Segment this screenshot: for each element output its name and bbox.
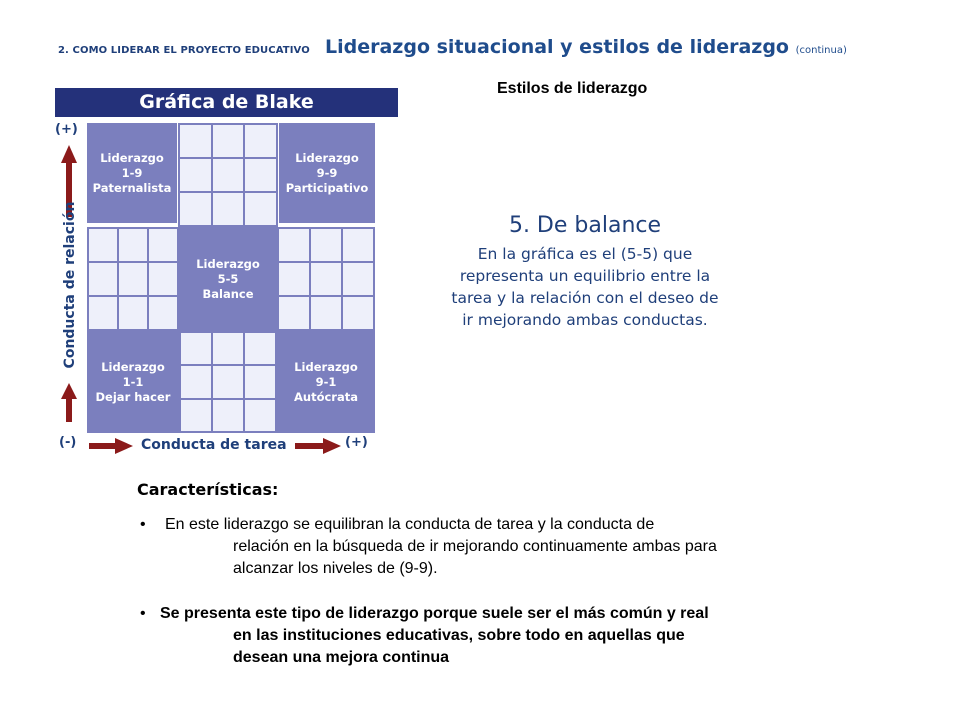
quadrant-line: 1-9	[121, 165, 143, 180]
quadrant-line: Liderazgo	[295, 150, 359, 165]
y-arrow-bottom	[61, 383, 77, 422]
bullet-icon: •	[140, 516, 146, 533]
quadrant-line: Participativo	[285, 180, 369, 195]
page-title	[325, 36, 847, 58]
quadrant-line: 9-9	[316, 165, 338, 180]
balance-line: tarea y la relación con el deseo de	[451, 289, 719, 307]
quadrant-line: 5-5	[217, 271, 239, 286]
balance-description	[405, 243, 765, 331]
blake-chart	[55, 117, 398, 462]
balance-line: En la gráfica es el (5-5) que	[477, 245, 693, 263]
quadrant-line: Liderazgo	[101, 359, 165, 374]
balance-line: representa un equilibrio entre la	[459, 267, 711, 285]
quadrant-line: Liderazgo	[294, 359, 358, 374]
caracteristica-item-2	[140, 603, 820, 669]
bullet-line: en las instituciones educativas, sobre todo en aquellas que	[233, 627, 685, 644]
x-axis-minus: (-)	[59, 435, 77, 450]
axis-arrows	[55, 117, 398, 462]
caracteristica-item-1	[140, 514, 820, 580]
bullet-line: desean una mejora continua	[233, 649, 450, 666]
bullet-line: En este liderazgo se equilibran la conducta de tarea y la conducta de	[165, 516, 655, 533]
x-arrow-left	[89, 438, 133, 454]
title-suffix: (continua)	[795, 45, 847, 56]
x-axis-label: Conducta de tarea	[141, 437, 287, 453]
bullet-line: alcanzar los niveles de (9-9).	[233, 560, 438, 577]
blake-chart-header: Gráfica de Blake	[55, 88, 398, 117]
y-axis-plus: (+)	[55, 122, 78, 137]
section-label: 2. COMO LIDERAR EL PROYECTO EDUCATIVO	[58, 45, 310, 56]
bullet-line: relación en la búsqueda de ir mejorando continuamente ambas para	[233, 538, 717, 555]
quadrant-line: Autócrata	[294, 389, 358, 404]
y-axis-label-text: Conducta de relación	[62, 201, 78, 369]
x-axis-plus: (+)	[345, 435, 368, 450]
page-title-text: Liderazgo situacional y estilos de liderazgo	[325, 36, 789, 58]
quadrant-line: Balance	[202, 286, 254, 301]
bullet-icon: •	[140, 605, 146, 622]
balance-line: ir mejorando ambas conductas.	[462, 311, 708, 329]
balance-title: 5. De balance	[508, 213, 662, 238]
quadrant-line: Liderazgo	[196, 256, 260, 271]
quadrant-line: Paternalista	[92, 180, 172, 195]
quadrant-line: 1-1	[122, 374, 144, 389]
caracteristicas-title: Características:	[137, 480, 279, 499]
y-axis-label	[56, 200, 84, 370]
bullet-line: Se presenta este tipo de liderazgo porque suele ser el más común y real	[160, 605, 709, 622]
quadrant-line: Liderazgo	[100, 150, 164, 165]
quadrant-line: 9-1	[315, 374, 337, 389]
subtitle: Estilos de liderazgo	[497, 80, 648, 97]
quadrant-line: Dejar hacer	[95, 389, 171, 404]
x-arrow-right	[295, 438, 341, 454]
